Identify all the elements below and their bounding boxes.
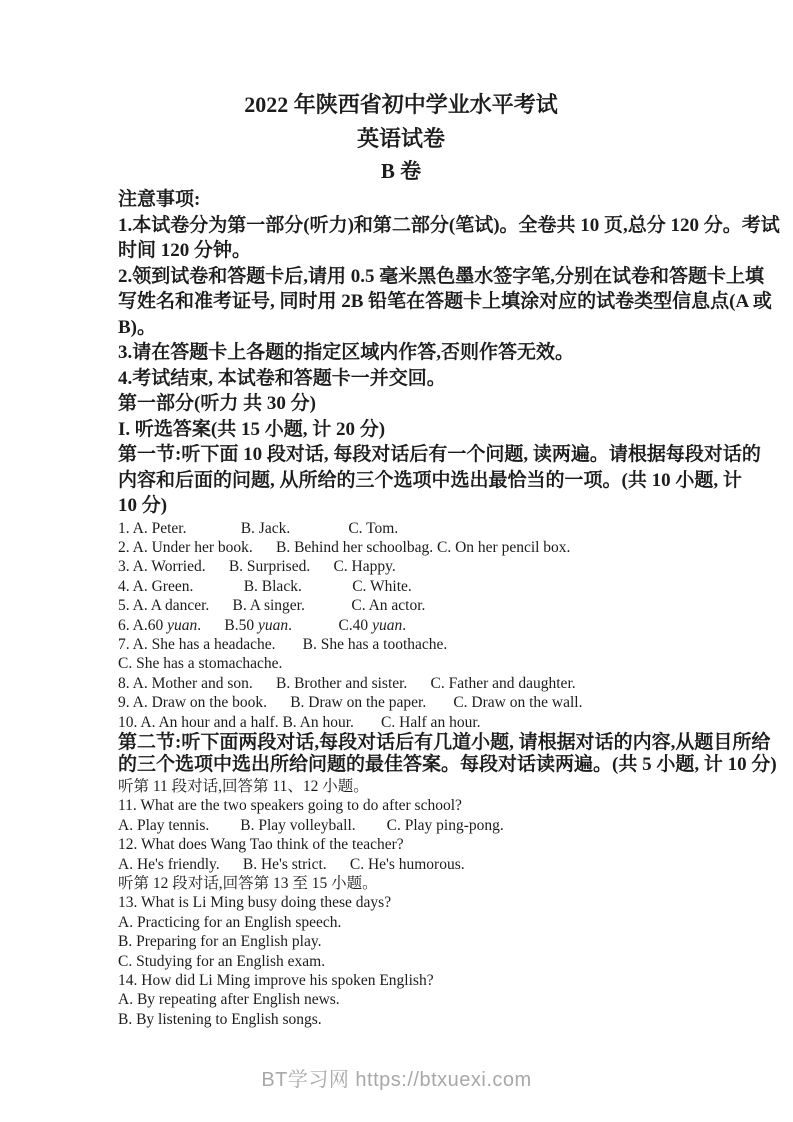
doc-line xyxy=(118,674,684,693)
doc-line xyxy=(118,289,772,315)
doc-line-run: . xyxy=(402,616,407,634)
doc-line xyxy=(118,654,684,673)
doc-line-italic-run: yuan xyxy=(167,616,198,634)
doc-line-run: 4.考试结束, 本试卷和答题卡一并交回。 xyxy=(118,367,446,389)
doc-line-run: B. By listening to English songs. xyxy=(118,1010,322,1028)
doc-line-run: C. Studying for an English exam. xyxy=(118,952,326,970)
doc-line xyxy=(118,187,684,213)
doc-line xyxy=(118,519,684,538)
doc-line-run: 10 分) xyxy=(118,495,168,516)
doc-line-run: 11. What are the two speakers going to do after school? xyxy=(118,797,462,815)
doc-line-run: . B.50 xyxy=(197,616,258,634)
doc-line xyxy=(118,538,684,557)
doc-line-run: 时间 120 分钟。 xyxy=(118,240,252,261)
doc-line-run: 2.领到试卷和答题卡后,请用 0.5 毫米黑色墨水签字笔,分别在试卷和答题卡上填 xyxy=(118,265,765,287)
doc-line xyxy=(118,777,684,796)
doc-line xyxy=(118,493,684,519)
paper-version: B 卷 xyxy=(380,159,422,183)
doc-line xyxy=(118,596,684,615)
doc-line xyxy=(118,635,684,654)
doc-line-run: 第一部分(听力 共 30 分) xyxy=(118,393,316,414)
doc-line-run: 写姓名和准考证号, 同时用 2B 铅笔在答题卡上填涂对应的试卷类型信息点(A 或 xyxy=(118,291,772,312)
doc-line xyxy=(118,468,742,494)
doc-line-run: 10. A. An hour and a half. B. An hour. C. Half an hour. xyxy=(118,713,481,731)
doc-line xyxy=(118,340,684,366)
doc-line xyxy=(118,971,684,990)
doc-line-run: 2. A. Under her book. B. Behind her schoolbag. C. On her pencil box. xyxy=(118,538,571,556)
doc-line xyxy=(118,754,777,777)
doc-line-run: 6. A.60 xyxy=(118,616,168,634)
doc-line-run: 5. A. A dancer. B. A singer. C. An actor. xyxy=(118,597,426,615)
doc-line-run: . C.40 xyxy=(288,616,373,634)
doc-line-run: 9. A. Draw on the book. B. Draw on the paper. C. Draw on the wall. xyxy=(118,694,583,712)
doc-line xyxy=(118,835,684,854)
doc-line xyxy=(118,315,684,341)
doc-line xyxy=(118,693,684,712)
doc-line-italic-run: yuan xyxy=(372,616,403,634)
doc-line xyxy=(118,557,684,576)
doc-line-run: 1.本试卷分为第一部分(听力)和第二部分(笔试)。全卷共 10 页,总分 120 分。考试 xyxy=(118,214,780,236)
doc-line xyxy=(118,213,780,239)
doc-line xyxy=(118,893,684,912)
doc-line xyxy=(118,577,684,596)
doc-line xyxy=(118,1010,684,1029)
doc-line xyxy=(118,855,684,874)
doc-line-run: 4. A. Green. B. Black. C. White. xyxy=(118,577,412,595)
doc-line xyxy=(118,952,684,971)
doc-line-run: 12. What does Wang Tao think of the teacher? xyxy=(118,836,404,854)
doc-line-run: 听第 12 段对话,回答第 13 至 15 小题。 xyxy=(118,875,378,892)
doc-line-run: 3. A. Worried. B. Surprised. C. Happy. xyxy=(118,558,396,576)
doc-line-run: A. By repeating after English news. xyxy=(118,991,340,1009)
doc-line xyxy=(118,731,771,755)
exam-title: 2022 年陕西省初中学业水平考试 xyxy=(244,92,558,117)
doc-line-run: 内容和后面的问题, 从所给的三个选项中选出最恰当的一项。(共 10 小题, 计 xyxy=(118,469,742,491)
doc-line xyxy=(118,417,684,443)
doc-line xyxy=(118,264,765,290)
doc-line-run: 的三个选项中选出所给问题的最佳答案。每段对话读两遍。(共 5 小题, 计 10 分) xyxy=(118,754,777,776)
doc-line-run: 听第 11 段对话,回答第 11、12 小题。 xyxy=(118,777,369,795)
doc-line-run: C. She has a stomachache. xyxy=(118,655,283,673)
doc-line-run: 13. What is Li Ming busy doing these days? xyxy=(118,894,392,912)
document-body xyxy=(118,88,780,1029)
doc-line-run: 14. How did Li Ming improve his spoken English? xyxy=(118,972,434,990)
doc-line-run: 3.请在答题卡上各题的指定区域内作答,否则作答无效。 xyxy=(118,342,575,363)
doc-line xyxy=(118,796,684,815)
doc-line xyxy=(118,238,684,264)
document-lines xyxy=(118,187,780,1029)
doc-line-run: B)。 xyxy=(118,316,157,338)
exam-subtitle: 英语试卷 xyxy=(356,126,445,151)
doc-line xyxy=(118,913,684,932)
doc-line-run: 第一节:听下面 10 段对话, 每段对话后有一个问题, 读两遍。请根据每段对话的 xyxy=(118,444,761,465)
doc-line xyxy=(118,990,684,1009)
doc-line-run: 注意事项: xyxy=(118,189,201,210)
doc-line-italic-run: yuan xyxy=(257,616,289,634)
doc-line-run: A. Practicing for an English speech. xyxy=(118,913,342,931)
doc-line-run: 1. A. Peter. B. Jack. C. Tom. xyxy=(118,519,399,537)
doc-line xyxy=(118,391,684,417)
doc-line-run: A. He's friendly. B. He's strict. C. He's humorous. xyxy=(118,855,465,873)
doc-line xyxy=(118,616,684,635)
doc-line-run: 第二节:听下面两段对话,每段对话后有几道小题, 请根据对话的内容,从题目所给 xyxy=(118,731,771,753)
doc-line xyxy=(118,816,684,835)
doc-line-run: 7. A. She has a headache. B. She has a toothache. xyxy=(118,635,448,653)
doc-line xyxy=(118,932,684,951)
watermark: BT学习网 https://btxuexi.com xyxy=(261,1069,532,1091)
doc-line xyxy=(118,442,761,468)
doc-line xyxy=(118,874,684,893)
doc-line-run: B. Preparing for an English play. xyxy=(118,933,322,951)
doc-line xyxy=(118,713,684,732)
doc-line xyxy=(118,366,684,392)
doc-line-run: A. Play tennis. B. Play volleyball. C. Play ping-pong. xyxy=(118,816,504,834)
doc-line-run: I. 听选答案(共 15 小题, 计 20 分) xyxy=(118,418,386,440)
doc-line-run: 8. A. Mother and son. B. Brother and sister. C. Father and daughter. xyxy=(118,674,576,692)
